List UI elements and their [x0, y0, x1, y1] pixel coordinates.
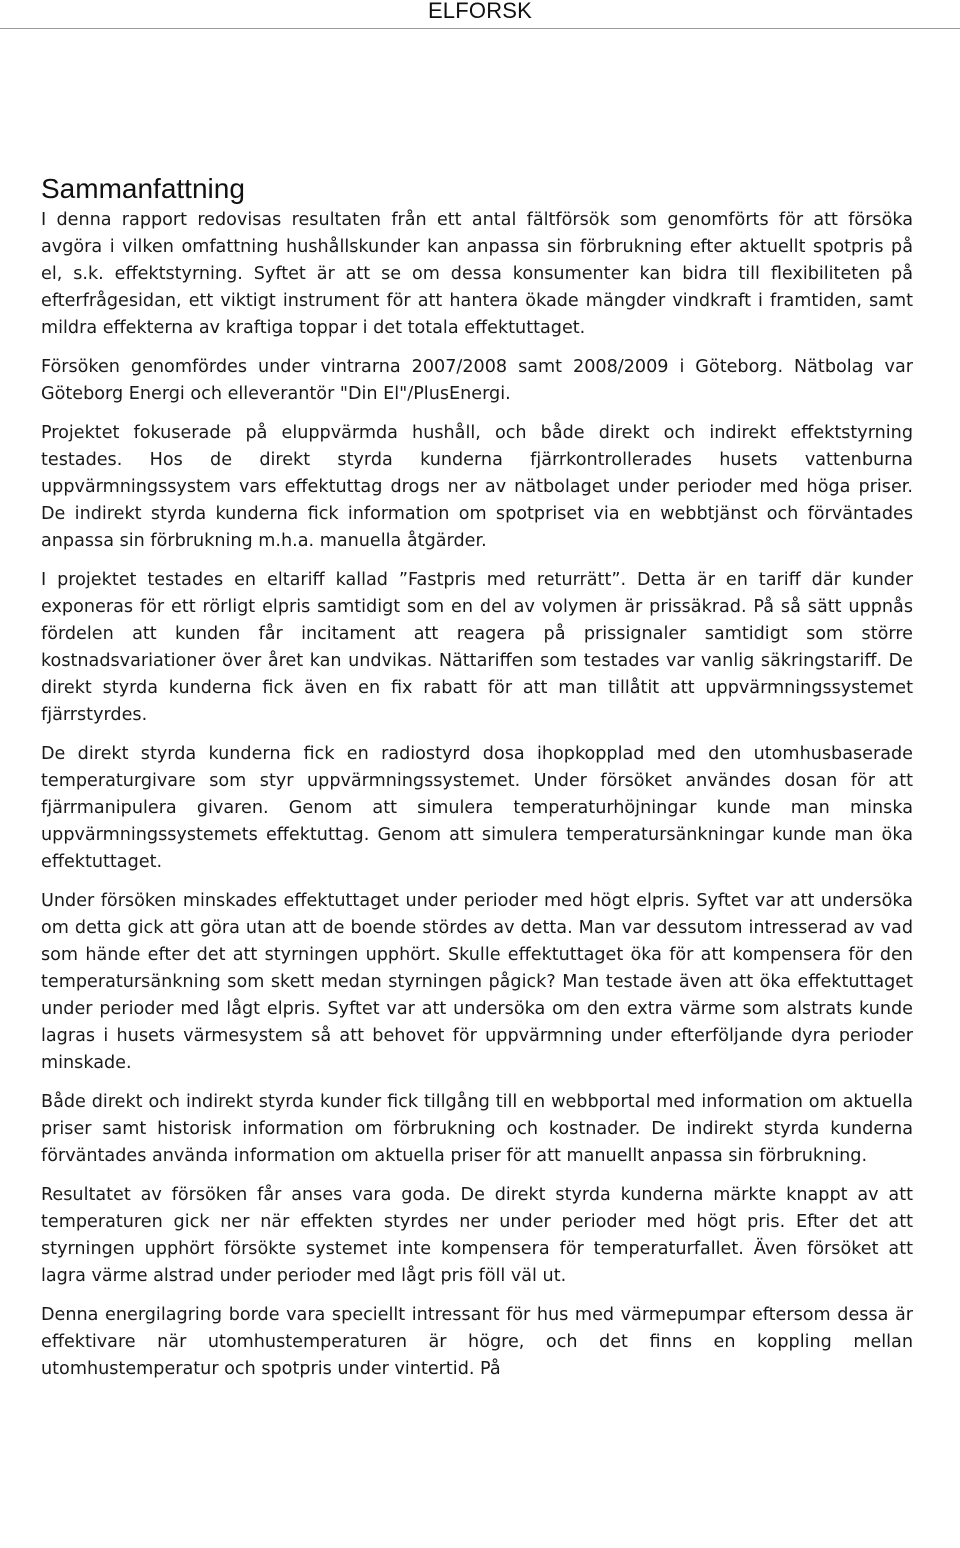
paragraph: Försöken genomfördes under vintrarna 2007/2008 samt 2008/2009 i Göteborg. Nätbolag var Göteborg Energi och elleverantör "Din El"/PlusEnergi. [41, 357, 913, 404]
paragraph: Projektet fokuserade på eluppvärmda hushåll, och både direkt och indirekt effektstyrning testades. Hos de direkt styrda kunderna fjärrkontrollerades husets vattenburna uppvärmningssystem vars effektuttag drogs ner av nätbolaget under perioder med höga priser. De indirekt styrda kunderna fick information om spotpriset via en webbtjänst och förväntades anpassa sin förbrukning m.h.a. manuella åtgärder. [41, 423, 913, 551]
document-body [41, 172, 913, 1395]
header-text: ELFORSK [427, 0, 533, 23]
paragraph: Resultatet av försöken får anses vara goda. De direkt styrda kunderna märkte knappt av att temperaturen gick ner när effekten styrdes ner under perioder med högt pris. Efter det att styrningen upphört försökte systemet inte kompensera för temperaturfallet. Även försöket att lagra värme alstrad under perioder med lågt pris föll väl ut. [41, 1185, 913, 1286]
paragraph: Både direkt och indirekt styrda kunder fick tillgång till en webbportal med information om aktuella priser samt historisk information om förbrukning och kostnader. De indirekt styrda kunderna förväntades använda information om aktuella priser för att manuellt anpassa sin förbrukning. [41, 1092, 913, 1166]
paragraph: De direkt styrda kunderna fick en radiostyrd dosa ihopkopplad med den utomhusbaserade temperaturgivare som styr uppvärmningssystemet. Under försöket användes dosan för att fjärrmanipulera givaren. Genom att simulera temperaturhöjningar kunde man minska uppvärmningssystemets effektuttag. Genom att simulera temperatursänkningar kunde man öka effektuttaget. [41, 744, 913, 872]
section-heading: Sammanfattning [41, 173, 245, 204]
page-header [0, 0, 960, 29]
paragraph: Denna energilagring borde vara speciellt intressant för hus med värmepumpar eftersom dessa är effektivare när utomhustemperaturen är högre, och det finns en koppling mellan utomhustemperatur och spotpris under vintertid. På [41, 1305, 913, 1379]
paragraph: Under försöken minskades effektuttaget under perioder med högt elpris. Syftet var att undersöka om detta gick att göra utan att de boende stördes av detta. Man var dessutom intresserad av vad som hände efter det att styrningen upphört. Skulle effektuttaget öka för att kompensera för den temperatursänkning som skett medan styrningen pågick? Man testade även att öka effektuttaget under perioder med lågt elpris. Syftet var att undersöka om den extra värme som alstrats kunde lagras i husets värmesystem så att behovet för uppvärmning under efterföljande dyra perioder minskade. [41, 891, 913, 1073]
paragraph: I denna rapport redovisas resultaten från ett antal fältförsök som genomförts för att försöka avgöra i vilken omfattning hushållskunder kan anpassa sin förbrukning efter aktuellt spotpris på el, s.k. effektstyrning. Syftet är att se om dessa konsumenter kan bidra till flexibiliteten på efterfrågesidan, ett viktigt instrument för att hantera ökade mängder vindkraft i framtiden, samt mildra effekterna av kraftiga toppar i det totala effektuttaget. [41, 210, 913, 338]
paragraph: I projektet testades en eltariff kallad ”Fastpris med returrätt”. Detta är en tariff där kunder exponeras för ett rörligt elpris samtidigt som en del av volymen är prissäkrad. På så sätt uppnås fördelen att kunden får incitament att reagera på prissignaler samtidigt som större kostnadsvariationer över året kan undvikas. Nättariffen som testades var vanlig säkringstariff. De direkt styrda kunderna fick även en fix rabatt för att man tillåtit att uppvärmningssystemet fjärrstyrdes. [41, 570, 913, 725]
